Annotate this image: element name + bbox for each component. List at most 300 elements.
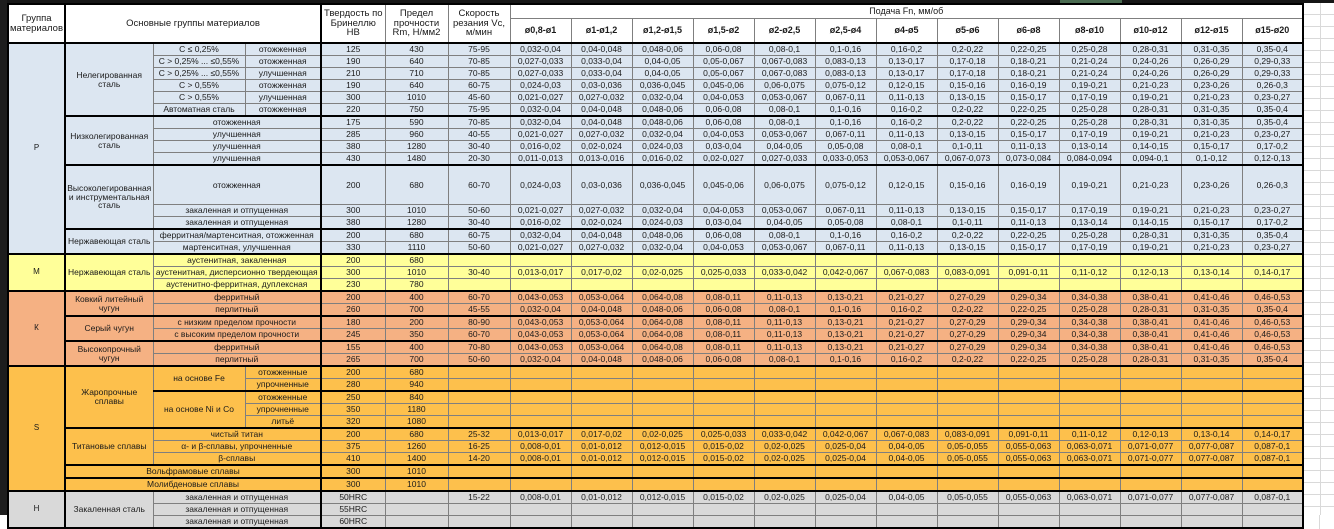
condition-cell[interactable]: ферритная/мартенситная, отожженная <box>153 229 321 242</box>
feed-cell[interactable]: 0,048-0,06 <box>632 116 693 129</box>
feed-cell[interactable]: 0,03-0,04 <box>693 141 754 153</box>
feed-cell[interactable]: 0,02-0,027 <box>693 153 754 166</box>
feed-cell[interactable]: 0,28-0,31 <box>1120 43 1181 56</box>
feed-cell[interactable]: 0,16-0,19 <box>998 80 1059 92</box>
feed-cell[interactable]: 0,087-0,1 <box>1242 441 1303 453</box>
speed-cell[interactable] <box>448 465 510 478</box>
feed-cell[interactable]: 0,16-0,2 <box>876 104 937 117</box>
strength-cell[interactable]: 700 <box>385 304 448 317</box>
feed-cell[interactable]: 0,04-0,053 <box>693 129 754 141</box>
speed-cell[interactable]: 16-25 <box>448 441 510 453</box>
feed-cell[interactable]: 0,16-0,2 <box>876 304 937 317</box>
strength-cell[interactable]: 1260 <box>385 441 448 453</box>
feed-cell[interactable]: 0,048-0,06 <box>632 354 693 367</box>
feed-cell[interactable]: 0,25-0,28 <box>1059 304 1120 317</box>
feed-cell[interactable]: 0,091-0,11 <box>998 267 1059 279</box>
feed-cell[interactable]: 0,027-0,033 <box>754 153 815 166</box>
condition-cell[interactable]: улучшенная <box>245 92 321 104</box>
feed-cell[interactable]: 0,053-0,067 <box>754 242 815 255</box>
condition-cell[interactable]: закаленная и отпущенная <box>153 205 321 217</box>
feed-cell[interactable]: 0,032-0,04 <box>632 92 693 104</box>
feed-cell[interactable]: 0,043-0,053 <box>510 316 571 329</box>
hardness-cell[interactable]: 250 <box>321 391 385 404</box>
feed-cell[interactable] <box>1120 416 1181 429</box>
feed-cell[interactable]: 0,048-0,06 <box>632 229 693 242</box>
feed-cell[interactable]: 0,35-0,4 <box>1242 43 1303 56</box>
feed-cell[interactable]: 0,13-0,14 <box>1059 141 1120 153</box>
feed-cell[interactable] <box>1120 254 1181 267</box>
feed-cell[interactable]: 0,08-0,11 <box>693 341 754 354</box>
feed-cell[interactable]: 0,15-0,17 <box>998 205 1059 217</box>
feed-cell[interactable]: 0,04-0,048 <box>571 229 632 242</box>
feed-cell[interactable]: 0,01-0,012 <box>571 441 632 453</box>
feed-cell[interactable]: 0,26-0,29 <box>1181 56 1242 68</box>
feed-cell[interactable]: 0,31-0,35 <box>1181 229 1242 242</box>
hardness-cell[interactable]: 200 <box>321 165 385 205</box>
strength-cell[interactable]: 590 <box>385 116 448 129</box>
feed-cell[interactable] <box>1120 504 1181 516</box>
feed-cell[interactable] <box>937 279 998 292</box>
feed-cell[interactable]: 0,042-0,067 <box>815 267 876 279</box>
feed-cell[interactable] <box>998 478 1059 491</box>
feed-cell[interactable] <box>693 366 754 379</box>
feed-cell[interactable] <box>815 279 876 292</box>
feed-cell[interactable]: 0,26-0,3 <box>1242 165 1303 205</box>
feed-cell[interactable] <box>876 504 937 516</box>
feed-cell[interactable]: 0,027-0,033 <box>510 68 571 80</box>
feed-cell[interactable]: 0,27-0,29 <box>937 329 998 342</box>
strength-cell[interactable]: 640 <box>385 56 448 68</box>
feed-cell[interactable]: 0,31-0,35 <box>1181 354 1242 367</box>
hardness-cell[interactable]: 330 <box>321 242 385 255</box>
feed-cell[interactable]: 0,46-0,53 <box>1242 316 1303 329</box>
hardness-cell[interactable]: 320 <box>321 416 385 429</box>
feed-cell[interactable]: 0,04-0,048 <box>571 116 632 129</box>
feed-cell[interactable]: 0,29-0,34 <box>998 291 1059 304</box>
feed-cell[interactable]: 0,04-0,05 <box>632 68 693 80</box>
material-cell[interactable]: Закаленная сталь <box>65 491 153 528</box>
feed-cell[interactable]: 0,05-0,055 <box>937 491 998 504</box>
hardness-cell[interactable]: 210 <box>321 68 385 80</box>
feed-cell[interactable] <box>937 504 998 516</box>
feed-cell[interactable] <box>1059 391 1120 404</box>
feed-cell[interactable]: 0,2-0,22 <box>937 104 998 117</box>
feed-cell[interactable] <box>693 279 754 292</box>
feed-cell[interactable] <box>571 516 632 529</box>
feed-cell[interactable]: 0,024-0,03 <box>632 141 693 153</box>
condition-cell[interactable]: отожженная <box>245 56 321 68</box>
strength-cell[interactable]: 1010 <box>385 205 448 217</box>
feed-cell[interactable] <box>693 478 754 491</box>
feed-cell[interactable] <box>693 379 754 392</box>
feed-cell[interactable]: 0,13-0,15 <box>937 205 998 217</box>
feed-cell[interactable]: 0,02-0,025 <box>754 453 815 466</box>
feed-cell[interactable] <box>876 391 937 404</box>
feed-cell[interactable]: 0,11-0,13 <box>876 92 937 104</box>
feed-cell[interactable] <box>815 516 876 529</box>
feed-cell[interactable] <box>510 465 571 478</box>
feed-cell[interactable]: 0,11-0,12 <box>1059 428 1120 441</box>
strength-cell[interactable] <box>385 504 448 516</box>
feed-cell[interactable]: 0,055-0,063 <box>998 441 1059 453</box>
feed-cell[interactable]: 0,06-0,08 <box>693 304 754 317</box>
feed-cell[interactable]: 0,021-0,027 <box>510 242 571 255</box>
feed-cell[interactable]: 0,06-0,075 <box>754 80 815 92</box>
feed-cell[interactable]: 0,05-0,055 <box>937 441 998 453</box>
feed-cell[interactable] <box>937 379 998 392</box>
header-main-groups-column[interactable]: Основные группы материалов <box>65 4 321 43</box>
feed-cell[interactable]: 0,25-0,28 <box>1059 354 1120 367</box>
feed-cell[interactable]: 0,13-0,14 <box>1181 428 1242 441</box>
feed-cell[interactable] <box>632 404 693 416</box>
feed-cell[interactable] <box>876 254 937 267</box>
feed-cell[interactable]: 0,055-0,063 <box>998 453 1059 466</box>
strength-cell[interactable]: 1480 <box>385 153 448 166</box>
hardness-cell[interactable]: 300 <box>321 205 385 217</box>
feed-cell[interactable]: 0,11-0,13 <box>876 242 937 255</box>
feed-cell[interactable]: 0,04-0,05 <box>754 217 815 230</box>
condition-cell[interactable]: отожженные <box>245 391 321 404</box>
feed-cell[interactable]: 0,087-0,1 <box>1242 491 1303 504</box>
feed-cell[interactable]: 0,053-0,064 <box>571 329 632 342</box>
feed-cell[interactable] <box>1242 379 1303 392</box>
feed-cell[interactable]: 0,11-0,13 <box>754 316 815 329</box>
speed-cell[interactable] <box>448 379 510 392</box>
hardness-cell[interactable]: 55HRC <box>321 504 385 516</box>
feed-cell[interactable]: 0,2-0,22 <box>937 354 998 367</box>
strength-cell[interactable]: 680 <box>385 428 448 441</box>
feed-cell[interactable] <box>1059 504 1120 516</box>
strength-cell[interactable]: 780 <box>385 279 448 292</box>
strength-cell[interactable]: 680 <box>385 366 448 379</box>
feed-cell[interactable]: 0,1-0,16 <box>815 354 876 367</box>
feed-cell[interactable] <box>693 465 754 478</box>
feed-cell[interactable] <box>754 416 815 429</box>
feed-cell[interactable]: 0,12-0,13 <box>1120 428 1181 441</box>
speed-cell[interactable] <box>448 504 510 516</box>
feed-cell[interactable]: 0,077-0,087 <box>1181 491 1242 504</box>
feed-cell[interactable]: 0,21-0,27 <box>876 291 937 304</box>
strength-cell[interactable]: 640 <box>385 80 448 92</box>
feed-cell[interactable] <box>632 465 693 478</box>
feed-cell[interactable]: 0,03-0,036 <box>571 80 632 92</box>
feed-cell[interactable] <box>815 416 876 429</box>
feed-cell[interactable] <box>754 465 815 478</box>
speed-cell[interactable]: 50-60 <box>448 242 510 255</box>
header-diameter-6[interactable]: ø4-ø5 <box>876 19 937 44</box>
feed-cell[interactable] <box>1120 279 1181 292</box>
feed-cell[interactable] <box>937 254 998 267</box>
feed-cell[interactable] <box>1181 366 1242 379</box>
hardness-cell[interactable]: 300 <box>321 92 385 104</box>
feed-cell[interactable]: 0,1-0,16 <box>815 229 876 242</box>
feed-cell[interactable]: 0,025-0,04 <box>815 453 876 466</box>
header-diameter-10[interactable]: ø10-ø12 <box>1120 19 1181 44</box>
feed-cell[interactable]: 0,11-0,13 <box>754 291 815 304</box>
feed-cell[interactable]: 0,091-0,11 <box>998 428 1059 441</box>
feed-cell[interactable] <box>632 366 693 379</box>
feed-cell[interactable]: 0,067-0,11 <box>815 92 876 104</box>
feed-cell[interactable]: 0,05-0,08 <box>815 141 876 153</box>
feed-cell[interactable] <box>1059 254 1120 267</box>
feed-cell[interactable] <box>754 478 815 491</box>
feed-cell[interactable]: 0,043-0,053 <box>510 329 571 342</box>
speed-cell[interactable]: 14-20 <box>448 453 510 466</box>
feed-cell[interactable] <box>1181 404 1242 416</box>
feed-cell[interactable]: 0,23-0,26 <box>1181 80 1242 92</box>
feed-cell[interactable] <box>1120 404 1181 416</box>
feed-cell[interactable]: 0,012-0,015 <box>632 491 693 504</box>
feed-cell[interactable]: 0,008-0,01 <box>510 453 571 466</box>
feed-cell[interactable]: 0,02-0,024 <box>571 217 632 230</box>
feed-cell[interactable] <box>815 366 876 379</box>
feed-cell[interactable] <box>876 465 937 478</box>
feed-cell[interactable]: 0,31-0,35 <box>1181 304 1242 317</box>
feed-cell[interactable] <box>1181 465 1242 478</box>
feed-cell[interactable]: 0,25-0,28 <box>1059 229 1120 242</box>
feed-cell[interactable]: 0,064-0,08 <box>632 341 693 354</box>
strength-cell[interactable]: 350 <box>385 329 448 342</box>
feed-cell[interactable] <box>876 416 937 429</box>
feed-cell[interactable]: 0,38-0,41 <box>1120 329 1181 342</box>
feed-cell[interactable]: 0,11-0,13 <box>754 341 815 354</box>
feed-cell[interactable] <box>754 391 815 404</box>
feed-cell[interactable]: 0,042-0,067 <box>815 428 876 441</box>
feed-cell[interactable]: 0,04-0,053 <box>693 242 754 255</box>
feed-cell[interactable]: 0,16-0,19 <box>998 165 1059 205</box>
strength-cell[interactable]: 750 <box>385 104 448 117</box>
feed-cell[interactable]: 0,083-0,13 <box>815 68 876 80</box>
feed-cell[interactable]: 0,04-0,05 <box>754 141 815 153</box>
hardness-cell[interactable]: 245 <box>321 329 385 342</box>
strength-cell[interactable]: 400 <box>385 291 448 304</box>
feed-cell[interactable]: 0,26-0,29 <box>1181 68 1242 80</box>
feed-cell[interactable] <box>1242 465 1303 478</box>
strength-cell[interactable]: 430 <box>385 43 448 56</box>
feed-cell[interactable]: 0,015-0,02 <box>693 453 754 466</box>
feed-cell[interactable] <box>815 478 876 491</box>
feed-cell[interactable]: 0,1-0,16 <box>815 116 876 129</box>
feed-cell[interactable] <box>693 416 754 429</box>
feed-cell[interactable] <box>1242 366 1303 379</box>
feed-cell[interactable]: 0,17-0,18 <box>937 56 998 68</box>
feed-cell[interactable]: 0,22-0,25 <box>998 116 1059 129</box>
feed-cell[interactable]: 0,23-0,27 <box>1242 242 1303 255</box>
header-diameter-4[interactable]: ø2-ø2,5 <box>754 19 815 44</box>
feed-cell[interactable]: 0,064-0,08 <box>632 316 693 329</box>
feed-cell[interactable]: 0,036-0,045 <box>632 165 693 205</box>
feed-cell[interactable]: 0,033-0,042 <box>754 267 815 279</box>
feed-cell[interactable]: 0,1-0,16 <box>815 104 876 117</box>
feed-cell[interactable]: 0,22-0,25 <box>998 354 1059 367</box>
feed-cell[interactable]: 0,2-0,22 <box>937 116 998 129</box>
feed-cell[interactable]: 0,18-0,21 <box>998 56 1059 68</box>
feed-cell[interactable]: 0,26-0,3 <box>1242 80 1303 92</box>
feed-cell[interactable] <box>998 516 1059 529</box>
feed-cell[interactable]: 0,067-0,073 <box>937 153 998 166</box>
group-letter-cell[interactable]: S <box>8 366 65 491</box>
feed-cell[interactable] <box>1242 391 1303 404</box>
strength-cell[interactable]: 1010 <box>385 465 448 478</box>
feed-cell[interactable]: 0,032-0,04 <box>510 229 571 242</box>
feed-cell[interactable]: 0,013-0,017 <box>510 428 571 441</box>
feed-cell[interactable] <box>937 478 998 491</box>
header-diameter-3[interactable]: ø1,5-ø2 <box>693 19 754 44</box>
strength-cell[interactable]: 1010 <box>385 267 448 279</box>
hardness-cell[interactable]: 220 <box>321 104 385 117</box>
header-diameter-9[interactable]: ø8-ø10 <box>1059 19 1120 44</box>
feed-cell[interactable]: 0,087-0,1 <box>1242 453 1303 466</box>
feed-cell[interactable]: 0,11-0,13 <box>998 141 1059 153</box>
feed-cell[interactable] <box>998 254 1059 267</box>
condition-cell[interactable]: перлитный <box>153 354 321 367</box>
condition-cell[interactable]: мартенситная, улучшенная <box>153 242 321 255</box>
feed-cell[interactable] <box>1242 416 1303 429</box>
speed-cell[interactable]: 75-95 <box>448 104 510 117</box>
feed-cell[interactable]: 0,04-0,048 <box>571 304 632 317</box>
feed-cell[interactable] <box>571 391 632 404</box>
condition-cell[interactable]: улучшенная <box>153 141 321 153</box>
hardness-cell[interactable]: 260 <box>321 304 385 317</box>
strength-cell[interactable]: 1080 <box>385 416 448 429</box>
speed-cell[interactable]: 70-85 <box>448 116 510 129</box>
feed-cell[interactable]: 0,41-0,46 <box>1181 316 1242 329</box>
feed-cell[interactable]: 0,28-0,31 <box>1120 354 1181 367</box>
header-diameter-0[interactable]: ø0,8-ø1 <box>510 19 571 44</box>
header-feed-column[interactable]: Подача Fn, мм/об <box>510 4 1303 19</box>
condition-cell[interactable]: с высоким пределом прочности <box>153 329 321 342</box>
feed-cell[interactable]: 0,04-0,053 <box>693 92 754 104</box>
feed-cell[interactable] <box>693 504 754 516</box>
hardness-cell[interactable]: 300 <box>321 465 385 478</box>
feed-cell[interactable]: 0,067-0,083 <box>754 68 815 80</box>
feed-cell[interactable]: 0,28-0,31 <box>1120 304 1181 317</box>
feed-cell[interactable]: 0,16-0,2 <box>876 116 937 129</box>
feed-cell[interactable] <box>693 404 754 416</box>
feed-cell[interactable]: 0,14-0,17 <box>1242 267 1303 279</box>
feed-cell[interactable] <box>632 279 693 292</box>
condition-cell[interactable]: аустенитная, дисперсионно твердеющая <box>153 267 321 279</box>
feed-cell[interactable]: 0,34-0,38 <box>1059 341 1120 354</box>
feed-cell[interactable] <box>510 279 571 292</box>
feed-cell[interactable]: 0,31-0,35 <box>1181 116 1242 129</box>
feed-cell[interactable]: 0,2-0,22 <box>937 43 998 56</box>
condition-cell[interactable]: ферритный <box>153 291 321 304</box>
feed-cell[interactable] <box>998 379 1059 392</box>
hardness-cell[interactable]: 200 <box>321 254 385 267</box>
feed-cell[interactable]: 0,063-0,071 <box>1059 491 1120 504</box>
feed-cell[interactable]: 0,094-0,1 <box>1120 153 1181 166</box>
feed-cell[interactable] <box>571 478 632 491</box>
feed-cell[interactable] <box>998 465 1059 478</box>
speed-cell[interactable]: 25-32 <box>448 428 510 441</box>
strength-cell[interactable]: 840 <box>385 391 448 404</box>
feed-cell[interactable] <box>1059 366 1120 379</box>
feed-cell[interactable] <box>1181 391 1242 404</box>
feed-cell[interactable]: 0,21-0,27 <box>876 329 937 342</box>
feed-cell[interactable]: 0,11-0,12 <box>1059 267 1120 279</box>
feed-cell[interactable] <box>754 254 815 267</box>
feed-cell[interactable] <box>571 254 632 267</box>
feed-cell[interactable]: 0,067-0,083 <box>876 267 937 279</box>
feed-cell[interactable] <box>510 379 571 392</box>
feed-cell[interactable]: 0,13-0,17 <box>876 68 937 80</box>
header-diameter-1[interactable]: ø1-ø1,2 <box>571 19 632 44</box>
subgroup-cell[interactable]: Автоматная сталь <box>153 104 245 117</box>
feed-cell[interactable]: 0,04-0,05 <box>876 441 937 453</box>
feed-cell[interactable]: 0,41-0,46 <box>1181 329 1242 342</box>
subgroup-cell[interactable]: на основе Ni и Co <box>153 391 245 428</box>
feed-cell[interactable]: 0,053-0,067 <box>876 153 937 166</box>
feed-cell[interactable]: 0,11-0,13 <box>876 205 937 217</box>
feed-cell[interactable]: 0,03-0,036 <box>571 165 632 205</box>
feed-cell[interactable]: 0,1-0,11 <box>937 141 998 153</box>
strength-cell[interactable]: 1280 <box>385 217 448 230</box>
hardness-cell[interactable]: 300 <box>321 267 385 279</box>
feed-cell[interactable]: 0,048-0,06 <box>632 43 693 56</box>
feed-cell[interactable]: 0,24-0,26 <box>1120 56 1181 68</box>
feed-cell[interactable]: 0,02-0,025 <box>632 428 693 441</box>
speed-cell[interactable]: 60-70 <box>448 291 510 304</box>
feed-cell[interactable]: 0,13-0,17 <box>876 56 937 68</box>
feed-cell[interactable] <box>632 379 693 392</box>
hardness-cell[interactable]: 350 <box>321 404 385 416</box>
strength-cell[interactable]: 1400 <box>385 453 448 466</box>
strength-cell[interactable]: 200 <box>385 316 448 329</box>
feed-cell[interactable]: 0,024-0,03 <box>632 217 693 230</box>
feed-cell[interactable]: 0,41-0,46 <box>1181 291 1242 304</box>
feed-cell[interactable] <box>1181 379 1242 392</box>
feed-cell[interactable]: 0,027-0,032 <box>571 92 632 104</box>
feed-cell[interactable]: 0,067-0,11 <box>815 205 876 217</box>
speed-cell[interactable] <box>448 391 510 404</box>
feed-cell[interactable]: 0,16-0,2 <box>876 229 937 242</box>
feed-cell[interactable]: 0,053-0,064 <box>571 341 632 354</box>
feed-cell[interactable]: 0,12-0,13 <box>1120 267 1181 279</box>
feed-cell[interactable]: 0,064-0,08 <box>632 329 693 342</box>
strength-cell[interactable]: 400 <box>385 341 448 354</box>
feed-cell[interactable]: 0,23-0,27 <box>1242 129 1303 141</box>
feed-cell[interactable]: 0,053-0,064 <box>571 291 632 304</box>
feed-cell[interactable]: 0,22-0,25 <box>998 43 1059 56</box>
speed-cell[interactable]: 70-85 <box>448 68 510 80</box>
feed-cell[interactable] <box>754 504 815 516</box>
feed-cell[interactable]: 0,25-0,28 <box>1059 104 1120 117</box>
speed-cell[interactable]: 30-40 <box>448 217 510 230</box>
material-cell[interactable]: Ковкий литейный чугун <box>65 291 153 316</box>
material-cell[interactable]: Молибденовые сплавы <box>65 478 321 491</box>
feed-cell[interactable]: 0,24-0,26 <box>1120 68 1181 80</box>
feed-cell[interactable]: 0,043-0,053 <box>510 291 571 304</box>
feed-cell[interactable]: 0,34-0,38 <box>1059 316 1120 329</box>
subgroup-cell[interactable]: C > 0,55% <box>153 92 245 104</box>
feed-cell[interactable] <box>510 366 571 379</box>
feed-cell[interactable]: 0,15-0,17 <box>1181 217 1242 230</box>
feed-cell[interactable]: 0,011-0,013 <box>510 153 571 166</box>
feed-cell[interactable]: 0,28-0,31 <box>1120 116 1181 129</box>
feed-cell[interactable]: 0,31-0,35 <box>1181 43 1242 56</box>
feed-cell[interactable]: 0,053-0,067 <box>754 129 815 141</box>
feed-cell[interactable]: 0,34-0,38 <box>1059 329 1120 342</box>
feed-cell[interactable]: 0,25-0,28 <box>1059 43 1120 56</box>
feed-cell[interactable]: 0,2-0,22 <box>937 229 998 242</box>
header-group-column[interactable]: Группа материалов <box>8 4 65 43</box>
feed-cell[interactable]: 0,28-0,31 <box>1120 104 1181 117</box>
feed-cell[interactable]: 0,05-0,067 <box>693 68 754 80</box>
speed-cell[interactable]: 60-75 <box>448 80 510 92</box>
feed-cell[interactable] <box>876 516 937 529</box>
feed-cell[interactable] <box>1181 504 1242 516</box>
